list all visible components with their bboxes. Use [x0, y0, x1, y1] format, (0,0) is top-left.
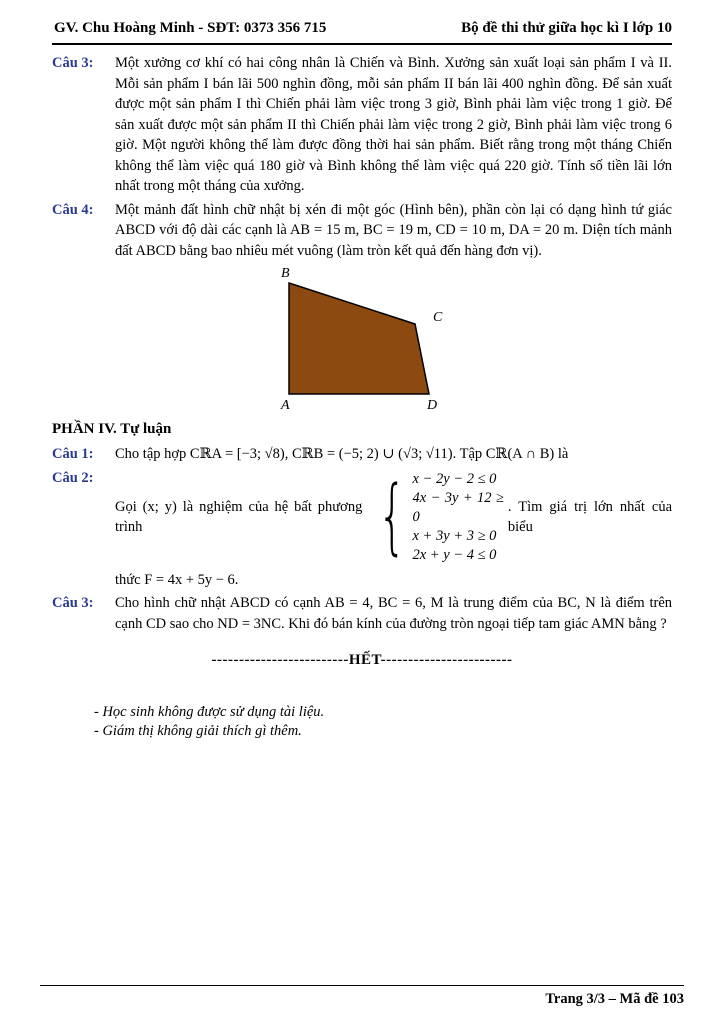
question-2-text-line2: thức F = 4x + 5y − 6. [115, 571, 239, 588]
page-footer [40, 985, 684, 1008]
end-of-exam-marker: -------------------------HẾT------------------------ [211, 652, 513, 668]
page-content [52, 45, 672, 741]
part4-title: PHẦN IV. Tự luận [52, 421, 172, 437]
header-teacher-info: GV. Chu Hoàng Minh - SĐT: 0373 356 715 [54, 20, 327, 36]
question-2-text-after: . Tìm giá trị lớn nhất của biểu [507, 498, 673, 535]
vertex-label-a: A [281, 398, 290, 413]
header-exam-set-title: Bộ đề thi thử giữa học kì I lớp 10 [461, 20, 672, 36]
inequality-lines [413, 470, 504, 565]
inequality-3: x + 3y + 3 ≥ 0 [412, 527, 497, 544]
question-2-inline [115, 468, 672, 567]
inequality-system [366, 470, 504, 565]
note-no-materials: - Học sinh không được sử dụng tài liệu. [94, 704, 325, 720]
figure-quadrilateral-abcd [52, 265, 672, 413]
vertex-label-c: C [433, 310, 443, 325]
exam-notes [94, 703, 672, 741]
question-1-text: Cho tập hợp CℝA = [−3; √8), CℝB = (−5; 2) ∪ (√3; √11). Tập Cℝ(A ∩ B) là [115, 446, 569, 462]
page-header [52, 20, 672, 45]
question-2-text-before: Gọi (x; y) là nghiệm của hệ bất phương trình [115, 498, 363, 535]
question-3-part3 [52, 53, 672, 197]
quadrilateral-svg [267, 265, 457, 413]
inequality-2: 4x − 3y + 12 ≥ 0 [412, 489, 504, 525]
question-2-label: Câu 2: [52, 469, 94, 486]
question-3-part4-label: Câu 3: [52, 595, 94, 611]
vertex-label-b: B [281, 266, 290, 281]
question-4-part3 [52, 200, 672, 262]
left-brace-glyph: { [378, 469, 407, 564]
inequality-1: x − 2y − 2 ≤ 0 [412, 470, 497, 487]
quadrilateral-shape [289, 283, 429, 394]
question-3-part4 [52, 593, 672, 634]
inequality-4: 2x + y − 4 ≤ 0 [412, 546, 497, 563]
question-4-label: Câu 4: [52, 201, 94, 218]
question-1-part4 [52, 444, 672, 465]
question-4-text: Một mảnh đất hình chữ nhật bị xén đi một góc (Hình bên), phần còn lại có dạng hình tứ giác ABCD với độ dài các cạnh là AB = 15 m, BC = 19 m, CD = 10 m, DA = 20 m. Diện tích mảnh đất ABCD bằng bao nhiêu mét vuông (làm tròn kết quả đến hàng đơn vị). [115, 201, 672, 259]
vertex-label-d: D [427, 398, 438, 413]
question-3-label: Câu 3: [52, 55, 94, 71]
question-1-label: Câu 1: [52, 446, 94, 462]
question-2-body [115, 468, 672, 591]
note-no-explanation: - Giám thị không giải thích gì thêm. [94, 723, 302, 739]
question-3-part4-text: Cho hình chữ nhật ABCD có cạnh AB = 4, BC = 6, M là trung điểm của BC, N là điểm trên cạnh CD sao cho ND = 3NC. Khi đó bán kính của đường tròn ngoại tiếp tam giác AMN bằng ? [115, 595, 672, 632]
question-2-part4 [52, 468, 672, 591]
question-3-text: Một xưởng cơ khí có hai công nhân là Chiến và Bình. Xưởng sản xuất loại sản phẩm I và II. Mỗi sản phẩm I bán lãi 500 nghìn đồng, mỗi sản phẩm II bán lãi 400 nghìn đồng. Để sản xuất được một sản phẩm I thì Chiến phải làm việc trong 3 giờ, Bình phải làm việc trong 1 giờ. Để sản xuất được một sản phẩm II thì Chiến phải làm việc trong 2 giờ, Bình phải làm việc trong 6 giờ. Một người không thể làm được đồng thời hai sản phẩm. Biết rằng trong một tháng Chiến không thể làm việc quá 180 giờ và Bình không thể làm việc quá 220 giờ. Tính số tiền lãi lớn nhất trong một tháng của xưởng. [115, 55, 672, 194]
page-number-exam-code: Trang 3/3 – Mã đề 103 [545, 991, 684, 1007]
